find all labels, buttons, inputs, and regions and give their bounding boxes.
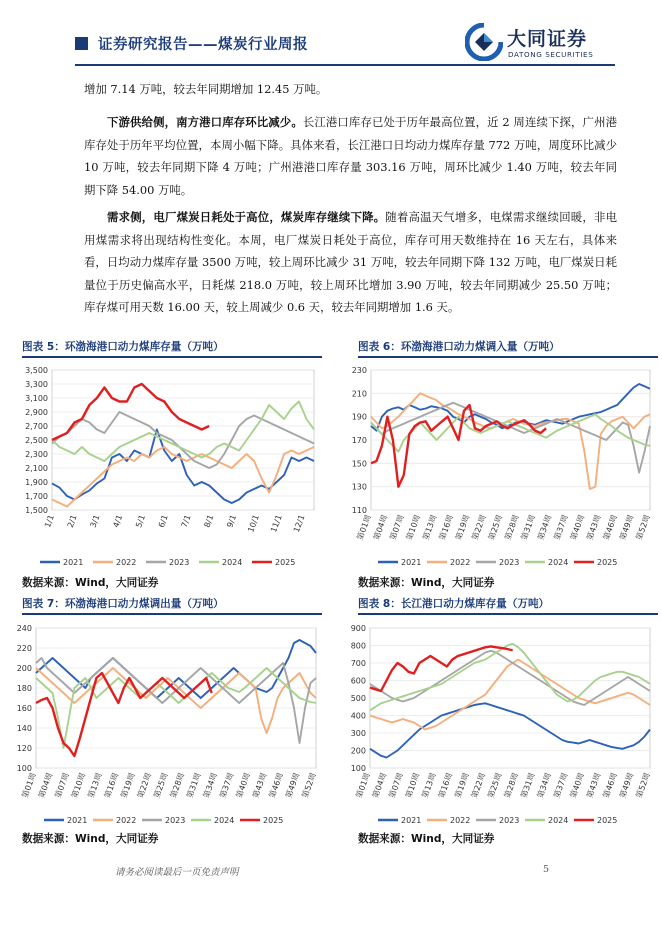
y-tick-label: 230 bbox=[351, 366, 367, 375]
legend-label-2022: 2022 bbox=[116, 558, 137, 567]
x-tick-label: 第04周 bbox=[371, 513, 390, 542]
x-tick-label: 第13周 bbox=[421, 513, 439, 542]
header-square-icon bbox=[75, 37, 88, 50]
x-tick-label: 第10周 bbox=[403, 771, 422, 800]
y-tick-label: 300 bbox=[350, 729, 366, 738]
figure-8-title-rule bbox=[358, 613, 658, 615]
legend-label-2021: 2021 bbox=[401, 558, 422, 567]
x-tick-label: 4/1 bbox=[111, 513, 125, 529]
series-line-2023 bbox=[371, 403, 650, 473]
x-tick-label: 第37周 bbox=[218, 771, 236, 800]
y-tick-label: 2,700 bbox=[25, 422, 48, 431]
y-tick-label: 700 bbox=[350, 659, 366, 668]
page-number: 5 bbox=[543, 864, 550, 875]
y-tick-label: 150 bbox=[351, 459, 367, 469]
legend-label-2024: 2024 bbox=[214, 816, 235, 825]
x-tick-label: 第43周 bbox=[585, 513, 603, 542]
legend-label-2024: 2024 bbox=[548, 558, 569, 567]
x-tick-label: 10/1 bbox=[246, 513, 261, 534]
x-tick-label: 第01周 bbox=[355, 513, 373, 542]
x-tick-label: 第52周 bbox=[634, 771, 652, 800]
chart-7-svg bbox=[4, 618, 322, 828]
x-tick-label: 第04周 bbox=[370, 771, 389, 800]
paragraph-2-lead: 下游供给侧，南方港口库存环比减少。 bbox=[107, 115, 303, 129]
x-tick-label: 12/1 bbox=[291, 513, 307, 534]
figure-7-source: 数据来源：Wind，大同证券 bbox=[22, 833, 159, 845]
x-tick-label: 第34周 bbox=[535, 513, 554, 542]
legend-label-2025: 2025 bbox=[597, 558, 618, 567]
series-line-2024 bbox=[52, 402, 314, 462]
x-tick-label: 第13周 bbox=[86, 771, 104, 800]
series-line-2022 bbox=[371, 393, 650, 489]
x-tick-label: 第07周 bbox=[53, 771, 71, 800]
paragraph-2-text: 长江港口库存已处于历年最高位置，近 2 周连续下探，广州港库存处于历年平均位置，本周小幅下降。具体来看，长江港口日均动力煤库存量 772 万吨，周度环比减少 10 万吨，较去年同期下降 4 万吨；广州港港口库存量 303.16 万吨，周环比减少 1.40 万吨，较去年同期下降 54.00 万吨。 bbox=[84, 115, 617, 197]
x-tick-label: 第49周 bbox=[617, 771, 636, 800]
x-tick-label: 第28周 bbox=[168, 771, 187, 800]
y-tick-label: 200 bbox=[350, 746, 366, 756]
figure-8-chart bbox=[338, 618, 656, 828]
legend-label-2024: 2024 bbox=[222, 558, 243, 567]
series-line-2021 bbox=[52, 430, 314, 504]
paragraph-3-lead: 需求侧，电厂煤炭日耗处于高位，煤炭库存继续下降。 bbox=[107, 210, 386, 224]
figure-5-title-rule bbox=[22, 356, 322, 358]
legend-label-2022: 2022 bbox=[450, 816, 471, 825]
x-tick-label: 第52周 bbox=[300, 771, 318, 800]
x-tick-label: 第40周 bbox=[234, 771, 252, 800]
figure-6-source: 数据来源：Wind，大同证券 bbox=[358, 577, 495, 589]
x-tick-label: 第22周 bbox=[469, 771, 488, 800]
x-tick-label: 第25周 bbox=[152, 771, 170, 800]
legend-label-2023: 2023 bbox=[499, 558, 520, 567]
paragraph-3 bbox=[84, 206, 617, 319]
x-tick-label: 第46周 bbox=[601, 513, 620, 542]
series-line-2022 bbox=[370, 660, 650, 730]
y-tick-label: 1,500 bbox=[25, 506, 48, 515]
legend-label-2022: 2022 bbox=[116, 816, 137, 825]
x-tick-label: 第37周 bbox=[552, 513, 570, 542]
legend-label-2025: 2025 bbox=[275, 558, 296, 567]
legend-label-2021: 2021 bbox=[401, 816, 422, 825]
y-tick-label: 160 bbox=[16, 704, 32, 713]
y-tick-label: 130 bbox=[351, 482, 367, 492]
y-tick-label: 180 bbox=[16, 684, 32, 693]
legend-label-2025: 2025 bbox=[263, 816, 284, 825]
figure-7-title-rule bbox=[22, 613, 322, 615]
x-tick-label: 2/1 bbox=[65, 513, 79, 529]
x-tick-label: 9/1 bbox=[225, 513, 239, 529]
y-tick-label: 140 bbox=[16, 724, 32, 733]
legend-label-2025: 2025 bbox=[597, 816, 618, 825]
figure-5-chart bbox=[10, 360, 322, 570]
y-tick-label: 170 bbox=[351, 436, 367, 445]
y-tick-label: 3,300 bbox=[25, 380, 48, 389]
x-tick-label: 7/1 bbox=[179, 513, 193, 529]
y-tick-label: 220 bbox=[16, 644, 32, 653]
x-tick-label: 第07周 bbox=[388, 513, 406, 542]
y-tick-label: 2,900 bbox=[25, 408, 48, 417]
x-tick-label: 第43周 bbox=[585, 771, 603, 800]
chart-8-svg bbox=[338, 618, 656, 828]
y-tick-label: 400 bbox=[350, 711, 366, 721]
series-line-2021 bbox=[370, 703, 650, 757]
figure-7-chart bbox=[4, 618, 322, 828]
legend-label-2021: 2021 bbox=[67, 816, 88, 825]
header-divider bbox=[75, 64, 615, 66]
y-tick-label: 2,100 bbox=[25, 464, 48, 473]
y-tick-label: 500 bbox=[350, 694, 366, 703]
paragraph-2 bbox=[84, 111, 617, 201]
x-tick-label: 5/1 bbox=[134, 513, 148, 529]
x-tick-label: 第52周 bbox=[634, 513, 652, 542]
x-tick-label: 第43周 bbox=[251, 771, 269, 800]
x-tick-label: 第22周 bbox=[470, 513, 488, 542]
y-tick-label: 2,300 bbox=[25, 450, 48, 459]
x-tick-label: 第31周 bbox=[519, 771, 537, 800]
y-tick-label: 200 bbox=[16, 664, 32, 673]
series-line-2023 bbox=[370, 651, 650, 705]
x-tick-label: 第31周 bbox=[185, 771, 203, 800]
logo-chinese-name: 大同证券 bbox=[507, 28, 588, 50]
y-tick-label: 2,500 bbox=[25, 436, 48, 445]
x-tick-label: 第01周 bbox=[20, 771, 38, 800]
x-tick-label: 第37周 bbox=[552, 771, 570, 800]
x-tick-label: 第16周 bbox=[102, 771, 121, 800]
x-tick-label: 第19周 bbox=[453, 771, 471, 800]
figure-6-title-rule bbox=[358, 356, 658, 358]
figure-8-source: 数据来源：Wind，大同证券 bbox=[358, 833, 495, 845]
y-tick-label: 600 bbox=[350, 676, 366, 686]
x-tick-label: 第16周 bbox=[436, 771, 455, 800]
y-tick-label: 1,700 bbox=[25, 492, 48, 501]
legend-label-2022: 2022 bbox=[450, 558, 471, 567]
legend-label-2021: 2021 bbox=[63, 558, 84, 567]
y-tick-label: 3,500 bbox=[25, 366, 48, 375]
x-tick-label: 第40周 bbox=[568, 771, 586, 800]
x-tick-label: 第01周 bbox=[354, 771, 372, 800]
logo-english-name: DATONG SECURITIES bbox=[508, 50, 594, 59]
y-tick-label: 100 bbox=[350, 764, 366, 773]
x-tick-label: 第13周 bbox=[420, 771, 438, 800]
y-tick-label: 100 bbox=[16, 764, 32, 773]
x-tick-label: 第31周 bbox=[519, 513, 537, 542]
legend-label-2023: 2023 bbox=[499, 816, 520, 825]
legend-label-2024: 2024 bbox=[548, 816, 569, 825]
y-tick-label: 1,900 bbox=[25, 478, 48, 487]
report-title: 证券研究报告——煤炭行业周报 bbox=[98, 37, 308, 53]
x-tick-label: 第49周 bbox=[283, 771, 302, 800]
x-tick-label: 第34周 bbox=[201, 771, 220, 800]
series-line-2024 bbox=[370, 644, 650, 711]
x-tick-label: 第25周 bbox=[486, 771, 504, 800]
x-tick-label: 第28周 bbox=[503, 513, 521, 542]
y-tick-label: 120 bbox=[16, 744, 32, 753]
figure-7-title: 图表 7：环渤海港口动力煤调出量（万吨） bbox=[22, 598, 224, 610]
x-tick-label: 第40周 bbox=[568, 513, 587, 542]
x-tick-label: 第28周 bbox=[502, 771, 521, 800]
x-tick-label: 第04周 bbox=[36, 771, 55, 800]
legend-label-2023: 2023 bbox=[165, 816, 186, 825]
y-tick-label: 190 bbox=[351, 412, 367, 422]
figure-6-chart bbox=[338, 360, 656, 570]
x-tick-label: 第07周 bbox=[387, 771, 405, 800]
y-tick-label: 110 bbox=[351, 506, 367, 515]
x-tick-label: 第16周 bbox=[437, 513, 455, 542]
chart-5-svg bbox=[10, 360, 322, 570]
paragraph-1 bbox=[84, 78, 617, 101]
x-tick-label: 1/1 bbox=[43, 513, 56, 529]
figure-8-title: 图表 8：长江港口动力煤库存量（万吨） bbox=[358, 598, 550, 610]
x-tick-label: 第10周 bbox=[404, 513, 423, 542]
x-tick-label: 第46周 bbox=[267, 771, 285, 800]
x-tick-label: 3/1 bbox=[88, 513, 102, 529]
logo bbox=[465, 20, 615, 66]
y-tick-label: 900 bbox=[350, 624, 366, 633]
x-tick-label: 11/1 bbox=[269, 513, 284, 534]
x-tick-label: 8/1 bbox=[202, 513, 216, 529]
figure-6-title: 图表 6：环渤海港口动力煤调入量（万吨） bbox=[358, 341, 560, 353]
figure-5-title: 图表 5：环渤海港口动力煤库存量（万吨） bbox=[22, 341, 224, 353]
y-tick-label: 210 bbox=[351, 389, 367, 399]
x-tick-label: 6/1 bbox=[156, 513, 170, 529]
x-tick-label: 第10周 bbox=[69, 771, 88, 800]
x-tick-label: 第46周 bbox=[601, 771, 619, 800]
legend-label-2023: 2023 bbox=[169, 558, 190, 567]
y-tick-label: 800 bbox=[350, 641, 366, 651]
figure-5-source: 数据来源：Wind，大同证券 bbox=[22, 577, 159, 589]
y-tick-label: 3,100 bbox=[25, 394, 48, 403]
y-tick-label: 240 bbox=[16, 624, 32, 633]
x-tick-label: 第19周 bbox=[119, 771, 137, 800]
logo-mark-icon bbox=[465, 23, 503, 61]
footer-disclaimer: 请务必阅读最后一页免责声明 bbox=[115, 867, 239, 878]
chart-6-svg bbox=[338, 360, 656, 570]
paragraph-1-text: 增加 7.14 万吨，较去年同期增加 12.45 万吨。 bbox=[84, 82, 328, 96]
x-tick-label: 第25周 bbox=[486, 513, 505, 542]
paragraph-3-text: 随着高温天气增多，电煤需求继续回暖，非电用煤需求将出现结构性变化。本周，电厂煤炭日耗处于高位，库存可用天数维持在 16 天左右，具体来看，日均动力煤库存量 3500 万吨，较上周环比减少 31 万吨，较去年同期下降 132 万吨，电厂煤炭日耗量位于历史偏高水平，日耗煤 218.0 万吨，较上周环比增加 3.90 万吨，较去年同期减少 25.50 万吨；库存煤可用天数 16.00 天，较上周减少 0.6 天，较去年同期增加 1.6 天。 bbox=[84, 210, 617, 315]
x-tick-label: 第19周 bbox=[453, 513, 472, 542]
x-tick-label: 第34周 bbox=[535, 771, 554, 800]
x-tick-label: 第49周 bbox=[618, 513, 636, 542]
x-tick-label: 第22周 bbox=[135, 771, 154, 800]
